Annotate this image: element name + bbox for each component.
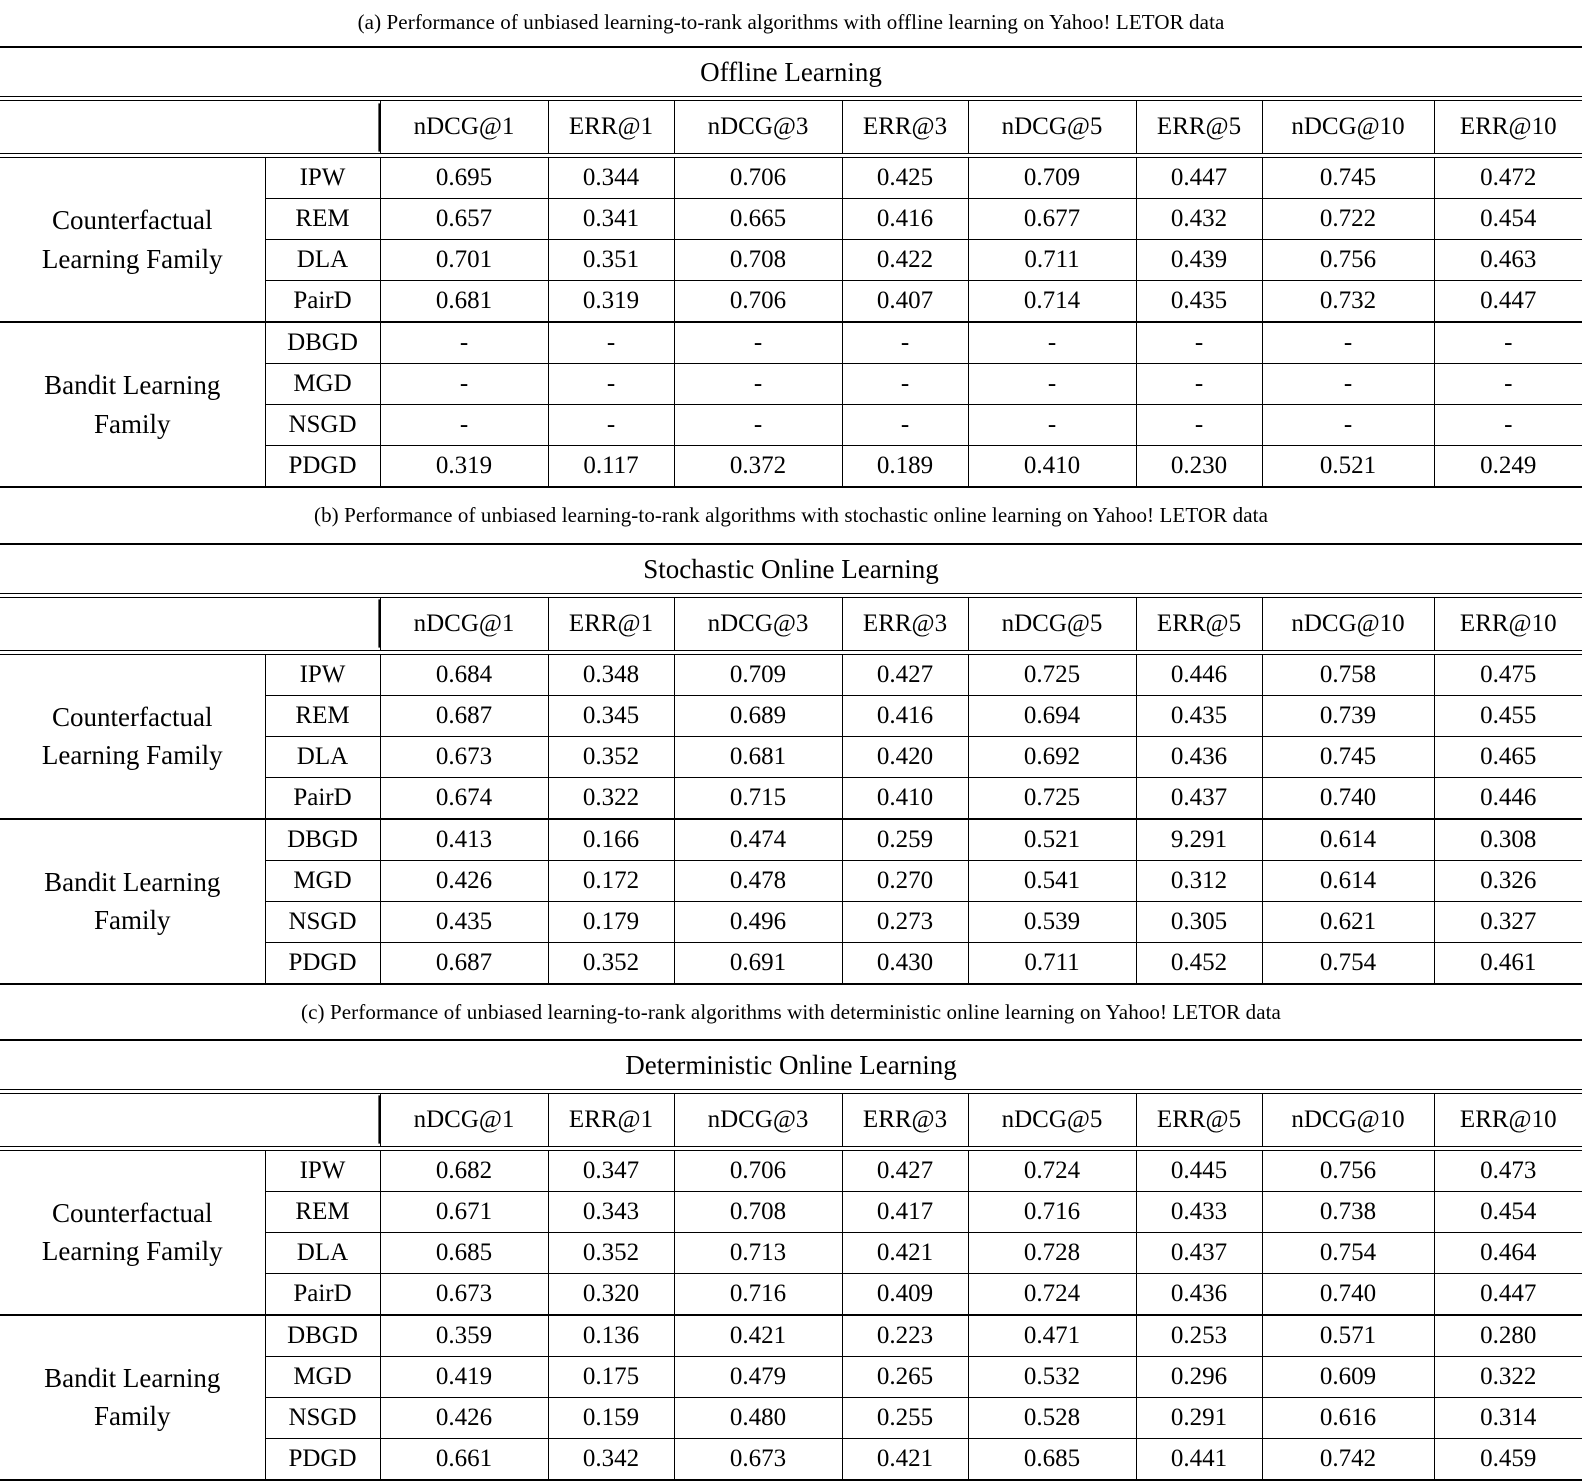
metric-value-cell: 0.345 (548, 695, 674, 736)
metric-value-cell: - (1136, 323, 1262, 364)
metric-value-cell: 0.352 (548, 1232, 674, 1273)
metric-value-cell: 0.320 (548, 1273, 674, 1314)
metric-value-cell: 0.223 (842, 1315, 968, 1356)
metric-value-cell: 0.319 (380, 446, 548, 487)
metric-value-cell: 0.421 (674, 1315, 842, 1356)
metric-value-cell: - (1434, 323, 1582, 364)
metric-value-cell: 0.682 (380, 1150, 548, 1191)
metric-value-cell: 0.447 (1434, 281, 1582, 322)
metric-value-cell: 0.427 (842, 654, 968, 695)
family-label-line2: Family (93, 905, 171, 935)
table-row (0, 323, 1582, 364)
metric-value-cell: 0.296 (1136, 1356, 1262, 1397)
metric-value-cell: 0.445 (1136, 1150, 1262, 1191)
metric-value-cell: 0.715 (674, 777, 842, 818)
algorithm-name-cell: DLA (265, 240, 380, 281)
metric-value-cell: - (674, 323, 842, 364)
metric-value-cell: 0.454 (1434, 1191, 1582, 1232)
metric-value-cell: 0.754 (1262, 942, 1434, 983)
metric-value-cell: 0.259 (842, 819, 968, 860)
metric-value-cell: 0.420 (842, 736, 968, 777)
metric-value-cell: 0.725 (968, 777, 1136, 818)
metric-value-cell: 0.614 (1262, 819, 1434, 860)
metric-value-cell: - (1136, 405, 1262, 446)
metric-value-cell: 9.291 (1136, 819, 1262, 860)
family-label-line2: Learning Family (41, 1236, 223, 1267)
metric-value-cell: 0.709 (968, 158, 1136, 199)
column-header-err-at-10: ERR@10 (1434, 101, 1582, 154)
metric-value-cell: 0.687 (380, 695, 548, 736)
metric-value-cell: 0.713 (674, 1232, 842, 1273)
metric-value-cell: 0.708 (674, 1191, 842, 1232)
table-row (0, 1315, 1582, 1356)
metric-value-cell: 0.521 (968, 819, 1136, 860)
metric-value-cell: 0.253 (1136, 1315, 1262, 1356)
metric-value-cell: 0.312 (1136, 860, 1262, 901)
metric-value-cell: 0.711 (968, 240, 1136, 281)
metric-value-cell: 0.435 (380, 901, 548, 942)
metric-value-cell: 0.344 (548, 158, 674, 199)
metric-value-cell: 0.166 (548, 819, 674, 860)
metric-value-cell: 0.435 (1136, 695, 1262, 736)
metric-value-cell: 0.758 (1262, 654, 1434, 695)
metric-value-cell: 0.728 (968, 1232, 1136, 1273)
metric-value-cell: 0.681 (380, 281, 548, 322)
metric-value-cell: 0.159 (548, 1397, 674, 1438)
metric-value-cell: 0.739 (1262, 695, 1434, 736)
metric-value-cell: - (1434, 364, 1582, 405)
algorithm-name-cell: MGD (265, 1356, 380, 1397)
metric-value-cell: - (380, 364, 548, 405)
metric-value-cell: 0.695 (380, 158, 548, 199)
metric-value-cell: 0.665 (674, 199, 842, 240)
column-header-ndcg-at-10: nDCG@10 (1262, 597, 1434, 650)
metric-value-cell: - (842, 364, 968, 405)
metric-value-cell: 0.230 (1136, 446, 1262, 487)
algorithm-name-cell: MGD (265, 364, 380, 405)
metric-value-cell: 0.319 (548, 281, 674, 322)
family-label (0, 1150, 265, 1314)
metric-value-cell: 0.419 (380, 1356, 548, 1397)
column-header-ndcg-at-3: nDCG@3 (674, 1093, 842, 1146)
metric-value-cell: 0.455 (1434, 695, 1582, 736)
metric-value-cell: - (968, 405, 1136, 446)
header-corner-cell (0, 597, 380, 650)
metric-value-cell: 0.687 (380, 942, 548, 983)
algorithm-name-cell: NSGD (265, 405, 380, 446)
column-header-ndcg-at-10: nDCG@10 (1262, 1093, 1434, 1146)
metric-value-cell: 0.692 (968, 736, 1136, 777)
column-header-ndcg-at-5: nDCG@5 (968, 101, 1136, 154)
metric-value-cell: 0.352 (548, 942, 674, 983)
metric-value-cell: 0.409 (842, 1273, 968, 1314)
metric-value-cell: 0.740 (1262, 777, 1434, 818)
metric-value-cell: 0.722 (1262, 199, 1434, 240)
metric-value-cell: 0.685 (380, 1232, 548, 1273)
metric-value-cell: 0.348 (548, 654, 674, 695)
table-caption-b: (b) Performance of unbiased learning-to-rank algorithms with stochastic online learning on Yahoo! LETOR data (313, 503, 1268, 528)
metric-value-cell: 0.437 (1136, 1232, 1262, 1273)
metric-value-cell: - (548, 323, 674, 364)
family-label-line1: Bandit Learning (44, 370, 221, 401)
metric-value-cell: 0.745 (1262, 158, 1434, 199)
metric-value-cell: 0.425 (842, 158, 968, 199)
results-table-a (0, 46, 1582, 488)
metric-value-cell: 0.689 (674, 695, 842, 736)
metric-value-cell: 0.308 (1434, 819, 1582, 860)
results-table-b (0, 543, 1582, 985)
metric-value-cell: 0.528 (968, 1397, 1136, 1438)
band-title-row-a (0, 48, 1582, 97)
metric-value-cell: 0.532 (968, 1356, 1136, 1397)
metric-value-cell: 0.452 (1136, 942, 1262, 983)
metric-value-cell: 0.496 (674, 901, 842, 942)
metric-value-cell: 0.701 (380, 240, 548, 281)
metric-value-cell: 0.716 (968, 1191, 1136, 1232)
algorithm-name-cell: REM (265, 1191, 380, 1232)
metric-value-cell: 0.459 (1434, 1438, 1582, 1479)
column-header-ndcg-at-3: nDCG@3 (674, 597, 842, 650)
metric-value-cell: 0.724 (968, 1273, 1136, 1314)
metric-value-cell: 0.474 (674, 819, 842, 860)
column-header-row-b (0, 597, 1582, 650)
metric-value-cell: 0.416 (842, 695, 968, 736)
column-header-err-at-5: ERR@5 (1136, 101, 1262, 154)
metric-value-cell: 0.435 (1136, 281, 1262, 322)
metric-value-cell: - (1262, 323, 1434, 364)
metric-value-cell: 0.621 (1262, 901, 1434, 942)
metric-value-cell: 0.441 (1136, 1438, 1262, 1479)
family-label-line2: Family (93, 1401, 171, 1432)
metric-value-cell: 0.738 (1262, 1191, 1434, 1232)
metric-value-cell: 0.475 (1434, 654, 1582, 695)
algorithm-name-cell: MGD (265, 860, 380, 901)
metric-value-cell: 0.305 (1136, 901, 1262, 942)
metric-value-cell: 0.326 (1434, 860, 1582, 901)
metric-value-cell: 0.179 (548, 901, 674, 942)
metric-value-cell: 0.541 (968, 860, 1136, 901)
table-caption-c: (c) Performance of unbiased learning-to-rank algorithms with deterministic online learning on Yahoo! LETOR data (301, 999, 1281, 1024)
algorithm-name-cell: REM (265, 695, 380, 736)
metric-value-cell: 0.322 (548, 777, 674, 818)
metric-value-cell: 0.684 (380, 654, 548, 695)
metric-value-cell: 0.616 (1262, 1397, 1434, 1438)
metric-value-cell: 0.117 (548, 446, 674, 487)
metric-value-cell: 0.422 (842, 240, 968, 281)
algorithm-name-cell: NSGD (265, 1397, 380, 1438)
algorithm-name-cell: DBGD (265, 1315, 380, 1356)
metric-value-cell: 0.732 (1262, 281, 1434, 322)
family-label (0, 819, 265, 983)
metric-value-cell: 0.661 (380, 1438, 548, 1479)
algorithm-name-cell: DLA (265, 736, 380, 777)
family-label (0, 1315, 265, 1479)
algorithm-name-cell: IPW (265, 158, 380, 199)
algorithm-name-cell: DBGD (265, 323, 380, 364)
metric-value-cell: - (842, 323, 968, 364)
metric-value-cell: 0.407 (842, 281, 968, 322)
metric-value-cell: - (968, 323, 1136, 364)
metric-value-cell: 0.716 (674, 1273, 842, 1314)
column-header-ndcg-at-5: nDCG@5 (968, 1093, 1136, 1146)
metric-value-cell: 0.657 (380, 199, 548, 240)
metric-value-cell: 0.673 (674, 1438, 842, 1479)
family-label-line1: Counterfactual (52, 701, 213, 732)
metric-value-cell: - (380, 405, 548, 446)
algorithm-name-cell: DLA (265, 1232, 380, 1273)
column-header-err-at-10: ERR@10 (1434, 1093, 1582, 1146)
metric-value-cell: 0.471 (968, 1315, 1136, 1356)
family-label (0, 323, 265, 487)
algorithm-name-cell: PDGD (265, 942, 380, 983)
metric-value-cell: 0.472 (1434, 158, 1582, 199)
family-label-line1: Bandit Learning (44, 1362, 221, 1393)
metric-value-cell: 0.427 (842, 1150, 968, 1191)
column-header-err-at-1: ERR@1 (548, 101, 674, 154)
column-header-err-at-1: ERR@1 (548, 1093, 674, 1146)
metric-value-cell: 0.322 (1434, 1356, 1582, 1397)
metric-value-cell: 0.347 (548, 1150, 674, 1191)
column-header-row-a (0, 101, 1582, 154)
column-header-row-c (0, 1093, 1582, 1146)
metric-value-cell: 0.521 (1262, 446, 1434, 487)
metric-value-cell: 0.410 (842, 777, 968, 818)
metric-value-cell: - (674, 364, 842, 405)
family-label-line2: Learning Family (41, 243, 223, 274)
column-header-err-at-3: ERR@3 (842, 101, 968, 154)
metric-value-cell: 0.479 (674, 1356, 842, 1397)
metric-value-cell: 0.342 (548, 1438, 674, 1479)
metric-value-cell: 0.709 (674, 654, 842, 695)
algorithm-name-cell: PDGD (265, 1438, 380, 1479)
metric-value-cell: - (1136, 364, 1262, 405)
metric-value-cell: 0.433 (1136, 1191, 1262, 1232)
metric-value-cell: 0.461 (1434, 942, 1582, 983)
family-label-line1: Bandit Learning (44, 866, 221, 897)
band-title: Offline Learning (0, 48, 1582, 97)
table-row (0, 654, 1582, 695)
metric-value-cell: 0.478 (674, 860, 842, 901)
metric-value-cell: 0.413 (380, 819, 548, 860)
metric-value-cell: 0.255 (842, 1397, 968, 1438)
column-header-ndcg-at-1: nDCG@1 (380, 101, 548, 154)
algorithm-name-cell: DBGD (265, 819, 380, 860)
metric-value-cell: 0.265 (842, 1356, 968, 1397)
metric-value-cell: 0.291 (1136, 1397, 1262, 1438)
metric-value-cell: 0.372 (674, 446, 842, 487)
metric-value-cell: - (380, 323, 548, 364)
metric-value-cell: 0.136 (548, 1315, 674, 1356)
column-header-err-at-10: ERR@10 (1434, 597, 1582, 650)
metric-value-cell: 0.714 (968, 281, 1136, 322)
algorithm-name-cell: IPW (265, 1150, 380, 1191)
metric-value-cell: 0.352 (548, 736, 674, 777)
metric-value-cell: 0.426 (380, 1397, 548, 1438)
metric-value-cell: 0.706 (674, 158, 842, 199)
metric-value-cell: 0.273 (842, 901, 968, 942)
metric-value-cell: 0.745 (1262, 736, 1434, 777)
header-corner-cell (0, 101, 380, 154)
metric-value-cell: 0.708 (674, 240, 842, 281)
column-header-err-at-1: ERR@1 (548, 597, 674, 650)
metric-value-cell: 0.724 (968, 1150, 1136, 1191)
metric-value-cell: 0.343 (548, 1191, 674, 1232)
metric-value-cell: 0.571 (1262, 1315, 1434, 1356)
metric-value-cell: 0.175 (548, 1356, 674, 1397)
metric-value-cell: 0.410 (968, 446, 1136, 487)
table-row (0, 158, 1582, 199)
column-header-ndcg-at-10: nDCG@10 (1262, 101, 1434, 154)
metric-value-cell: 0.446 (1136, 654, 1262, 695)
family-label (0, 158, 265, 322)
algorithm-name-cell: NSGD (265, 901, 380, 942)
metric-value-cell: 0.671 (380, 1191, 548, 1232)
metric-value-cell: 0.439 (1136, 240, 1262, 281)
column-header-err-at-3: ERR@3 (842, 1093, 968, 1146)
algorithm-name-cell: PairD (265, 281, 380, 322)
metric-value-cell: 0.359 (380, 1315, 548, 1356)
metric-value-cell: 0.465 (1434, 736, 1582, 777)
family-label-line1: Counterfactual (52, 1197, 213, 1228)
metric-value-cell: 0.172 (548, 860, 674, 901)
metric-value-cell: 0.454 (1434, 199, 1582, 240)
metric-value-cell: 0.341 (548, 199, 674, 240)
metric-value-cell: 0.270 (842, 860, 968, 901)
metric-value-cell: 0.436 (1136, 736, 1262, 777)
metric-value-cell: 0.480 (674, 1397, 842, 1438)
metric-value-cell: 0.539 (968, 901, 1136, 942)
table-caption-a: (a) Performance of unbiased learning-to-rank algorithms with offline learning on Yahoo! LETOR data (357, 10, 1225, 34)
metric-value-cell: - (842, 405, 968, 446)
metric-value-cell: - (1262, 364, 1434, 405)
metric-value-cell: 0.430 (842, 942, 968, 983)
algorithm-name-cell: PairD (265, 1273, 380, 1314)
band-title: Stochastic Online Learning (0, 544, 1582, 593)
metric-value-cell: 0.417 (842, 1191, 968, 1232)
column-header-ndcg-at-5: nDCG@5 (968, 597, 1136, 650)
metric-value-cell: 0.694 (968, 695, 1136, 736)
algorithm-name-cell: PairD (265, 777, 380, 818)
metric-value-cell: 0.673 (380, 736, 548, 777)
metric-value-cell: 0.351 (548, 240, 674, 281)
family-label-line1: Counterfactual (52, 205, 213, 236)
metric-value-cell: - (1434, 405, 1582, 446)
algorithm-name-cell: REM (265, 199, 380, 240)
metric-value-cell: 0.725 (968, 654, 1136, 695)
column-header-err-at-5: ERR@5 (1136, 1093, 1262, 1146)
metric-value-cell: 0.756 (1262, 240, 1434, 281)
metric-value-cell: 0.742 (1262, 1438, 1434, 1479)
metric-value-cell: 0.426 (380, 860, 548, 901)
family-label-line2: Learning Family (41, 740, 223, 770)
column-header-err-at-3: ERR@3 (842, 597, 968, 650)
column-header-err-at-5: ERR@5 (1136, 597, 1262, 650)
metric-value-cell: - (968, 364, 1136, 405)
metric-value-cell: 0.614 (1262, 860, 1434, 901)
metric-value-cell: 0.609 (1262, 1356, 1434, 1397)
metric-value-cell: 0.249 (1434, 446, 1582, 487)
metric-value-cell: 0.681 (674, 736, 842, 777)
metric-value-cell: 0.685 (968, 1438, 1136, 1479)
metric-value-cell: 0.327 (1434, 901, 1582, 942)
metric-value-cell: 0.421 (842, 1438, 968, 1479)
metric-value-cell: 0.754 (1262, 1232, 1434, 1273)
metric-value-cell: 0.756 (1262, 1150, 1434, 1191)
metric-value-cell: 0.464 (1434, 1232, 1582, 1273)
results-table-c (0, 1039, 1582, 1481)
metric-value-cell: 0.711 (968, 942, 1136, 983)
metric-value-cell: 0.432 (1136, 199, 1262, 240)
band-title-row-c (0, 1040, 1582, 1089)
metric-value-cell: 0.674 (380, 777, 548, 818)
family-label (0, 654, 265, 818)
table-row (0, 819, 1582, 860)
metric-value-cell: - (674, 405, 842, 446)
metric-value-cell: 0.740 (1262, 1273, 1434, 1314)
metric-value-cell: - (1262, 405, 1434, 446)
metric-value-cell: 0.447 (1434, 1273, 1582, 1314)
metric-value-cell: 0.446 (1434, 777, 1582, 818)
metric-value-cell: 0.473 (1434, 1150, 1582, 1191)
metric-value-cell: 0.437 (1136, 777, 1262, 818)
metric-value-cell: 0.691 (674, 942, 842, 983)
algorithm-name-cell: IPW (265, 654, 380, 695)
band-title-row-b (0, 544, 1582, 593)
column-header-ndcg-at-1: nDCG@1 (380, 597, 548, 650)
algorithm-name-cell: PDGD (265, 446, 380, 487)
table-bottom-rule (0, 1479, 1582, 1480)
metric-value-cell: 0.416 (842, 199, 968, 240)
metric-value-cell: 0.447 (1136, 158, 1262, 199)
band-title: Deterministic Online Learning (0, 1040, 1582, 1089)
table-row (0, 1150, 1582, 1191)
metric-value-cell: 0.436 (1136, 1273, 1262, 1314)
column-header-ndcg-at-1: nDCG@1 (380, 1093, 548, 1146)
metric-value-cell: 0.706 (674, 1150, 842, 1191)
metric-value-cell: - (548, 405, 674, 446)
metric-value-cell: 0.421 (842, 1232, 968, 1273)
family-label-line2: Family (93, 408, 171, 439)
metric-value-cell: 0.677 (968, 199, 1136, 240)
rule-cell (0, 1479, 1582, 1480)
metric-value-cell: 0.280 (1434, 1315, 1582, 1356)
column-header-ndcg-at-3: nDCG@3 (674, 101, 842, 154)
metric-value-cell: 0.314 (1434, 1397, 1582, 1438)
metric-value-cell: 0.673 (380, 1273, 548, 1314)
metric-value-cell: - (548, 364, 674, 405)
header-corner-cell (0, 1093, 380, 1146)
metric-value-cell: 0.463 (1434, 240, 1582, 281)
metric-value-cell: 0.189 (842, 446, 968, 487)
metric-value-cell: 0.706 (674, 281, 842, 322)
